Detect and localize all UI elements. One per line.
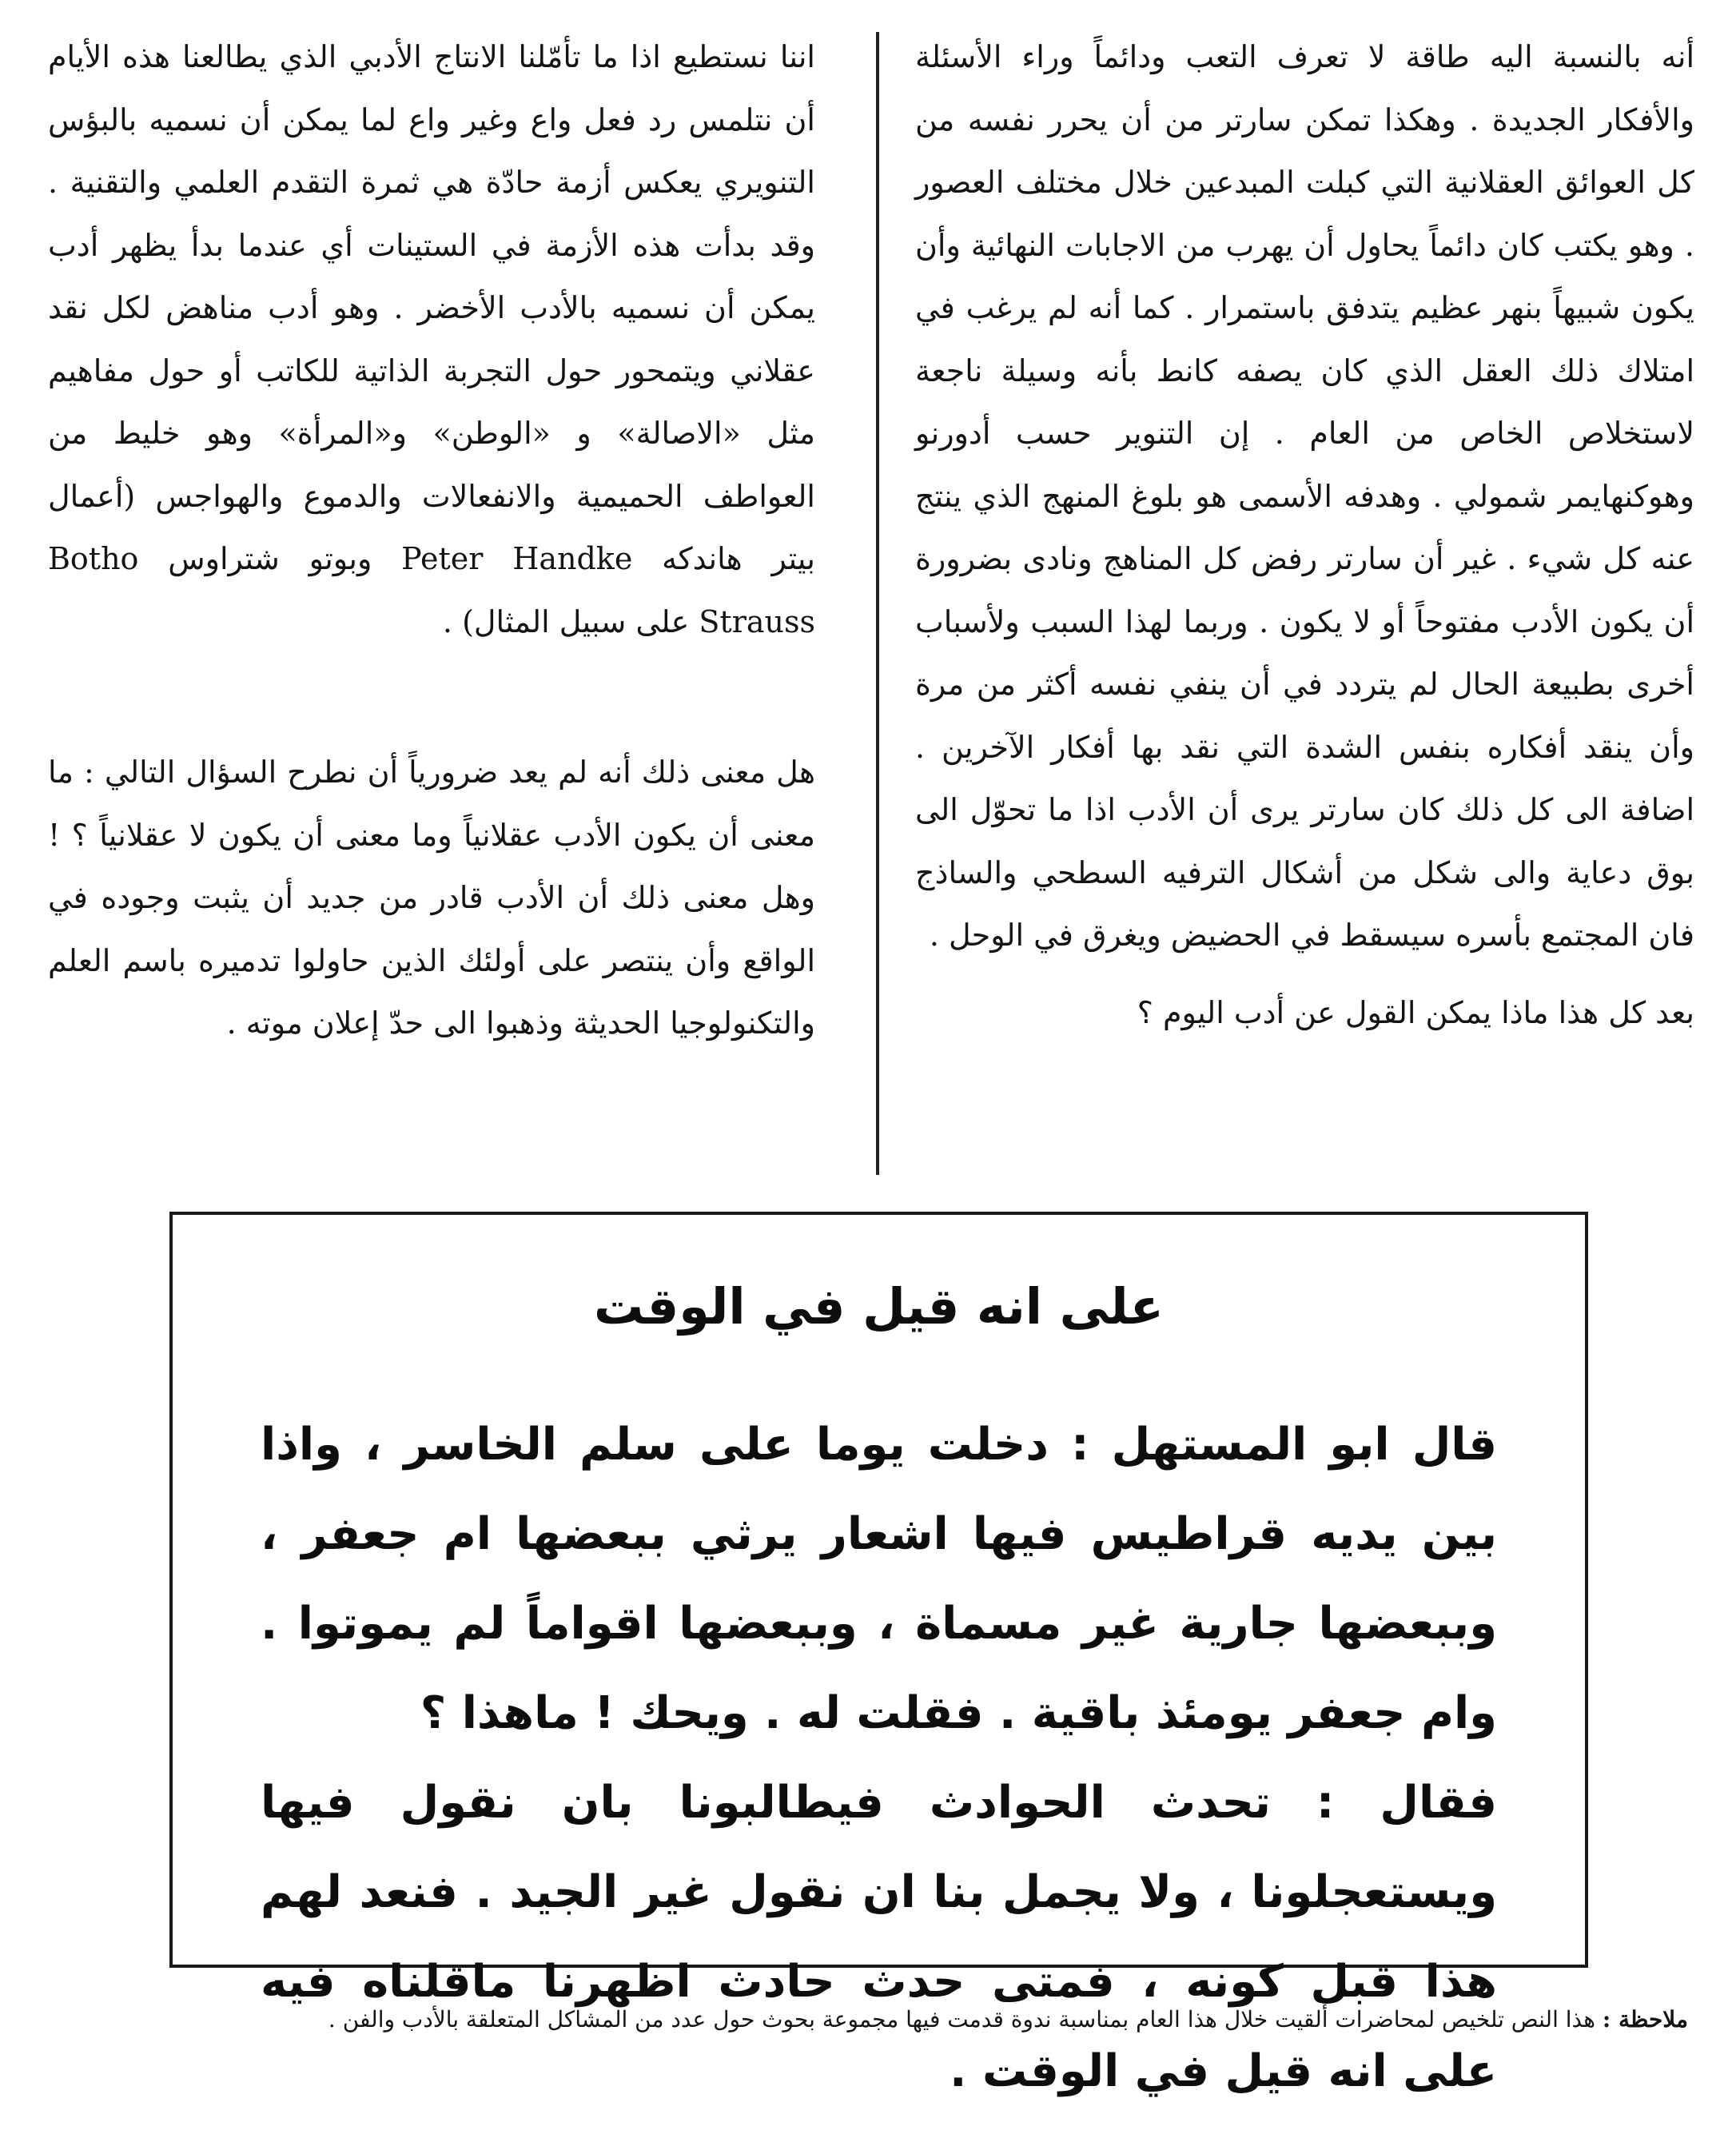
column-divider (876, 32, 879, 1175)
quote-title: على انه قيل في الوقت (593, 1277, 1165, 1336)
article-column-left (48, 26, 815, 1055)
footnote-label: ملاحظة : (1602, 2006, 1688, 2033)
article-paragraph: هل معنى ذلك أنه لم يعد ضرورياً أن نطرح السؤال التالي : ما معنى أن يكون الأدب عقلانياً وما معنى أن يكون لا عقلانياً ؟ ! وهل معنى ذلك أن الأدب قادر من جديد أن يثبت وجوده في الواقع وأن ينتصر على أولئك الذين حاولوا تدميره باسم العلم والتكنولوجيا الحديثة وذهبوا الى حدّ إعلان موته . (48, 754, 815, 1041)
footnote (48, 1998, 1688, 2041)
article-column-right (915, 26, 1694, 1044)
quote-paragraph: فقال : تحدث الحوادث فيطالبونا بان نقول فيها ويستعجلونا ، ولا يجمل بنا ان نقول غير الجيد . فنعد لهم هذا قبل كونه ، فمتى حدث حادث اظهرنا ماقلناه فيه على انه قيل في الوقت . (261, 1777, 1497, 2097)
article-paragraph: اننا نستطيع اذا ما تأمّلنا الانتاج الأدبي الذي يطالعنا هذه الأيام أن نتلمس رد فعل واع وغير واع لما يمكن أن نسميه بالبؤس التنويري يعكس أزمة حادّة هي ثمرة التقدم العلمي والتقنية . وقد بدأت هذه الأزمة في الستينات أي عندما بدأ يظهر أدب يمكن أن نسميه بالأدب الأخضر . وهو أدب مناهض لكل نقد عقلاني ويتمحور حول التجربة الذاتية للكاتب أو حول مفاهيم مثل «الاصالة» و «الوطن» و«المرأة» وهو خليط من العواطف الحميمية والانفعالات والدموع والهواجس (أعمال بيتر هاندكه Peter Handke وبوتو شتراوس Botho Strauss على سبيل المثال) . (48, 39, 815, 639)
article-paragraph: أنه بالنسبة اليه طاقة لا تعرف التعب ودائماً وراء الأسئلة والأفكار الجديدة . وهكذا تمكن سارتر من أن يحرر نفسه من كل العوائق العقلانية التي كبلت المبدعين خلال مختلف العصور . وهو يكتب كان دائماً يحاول أن يهرب من الاجابات النهائية وأن يكون شبيهاً بنهر عظيم يتدفق باستمرار . كما أنه لم يرغب في امتلاك ذلك العقل الذي كان يصفه كانط بأنه وسيلة ناجعة لاستخلاص الخاص من العام . إن التنوير حسب أدورنو وهوكنهايمر شمولي . وهدفه الأسمى هو بلوغ المنهج الذي ينتج عنه كل شيء . غير أن سارتر رفض كل المناهج ونادى بضرورة أن يكون الأدب مفتوحاً أو لا يكون . وربما لهذا السبب ولأسباب أخرى بطبيعة الحال لم يتردد في أن ينفي نفسه أكثر من مرة وأن ينقد أفكاره بنفس الشدة التي نقد بها أفكار الآخرين . اضافة الى كل ذلك كان سارتر يرى أن الأدب اذا ما تحوّل الى بوق دعاية والى شكل من أشكال الترفيه السطحي والساذج فان المجتمع بأسره سيسقط في الحضيض ويغرق في الوحل . (915, 39, 1694, 953)
quote-paragraph: قال ابو المستهل : دخلت يوما على سلم الخاسر ، واذا بين يديه قراطيس فيها اشعار يرثي ببعضها ام جعفر ، وببعضها جارية غير مسماة ، وببعضها اقواماً لم يموتوا . وام جعفر يومئذ باقية . فقلت له . ويحك ! ماهذا ؟ (261, 1419, 1497, 1739)
article-paragraph: بعد كل هذا ماذا يمكن القول عن أدب اليوم ؟ (1137, 994, 1694, 1030)
footnote-text: هذا النص تلخيص لمحاضرات ألقيت خلال هذا العام بمناسبة ندوة قدمت فيها مجموعة بحوث حول عدد من المشاكل المتعلقة بالأدب والفن . (328, 2006, 1596, 2033)
